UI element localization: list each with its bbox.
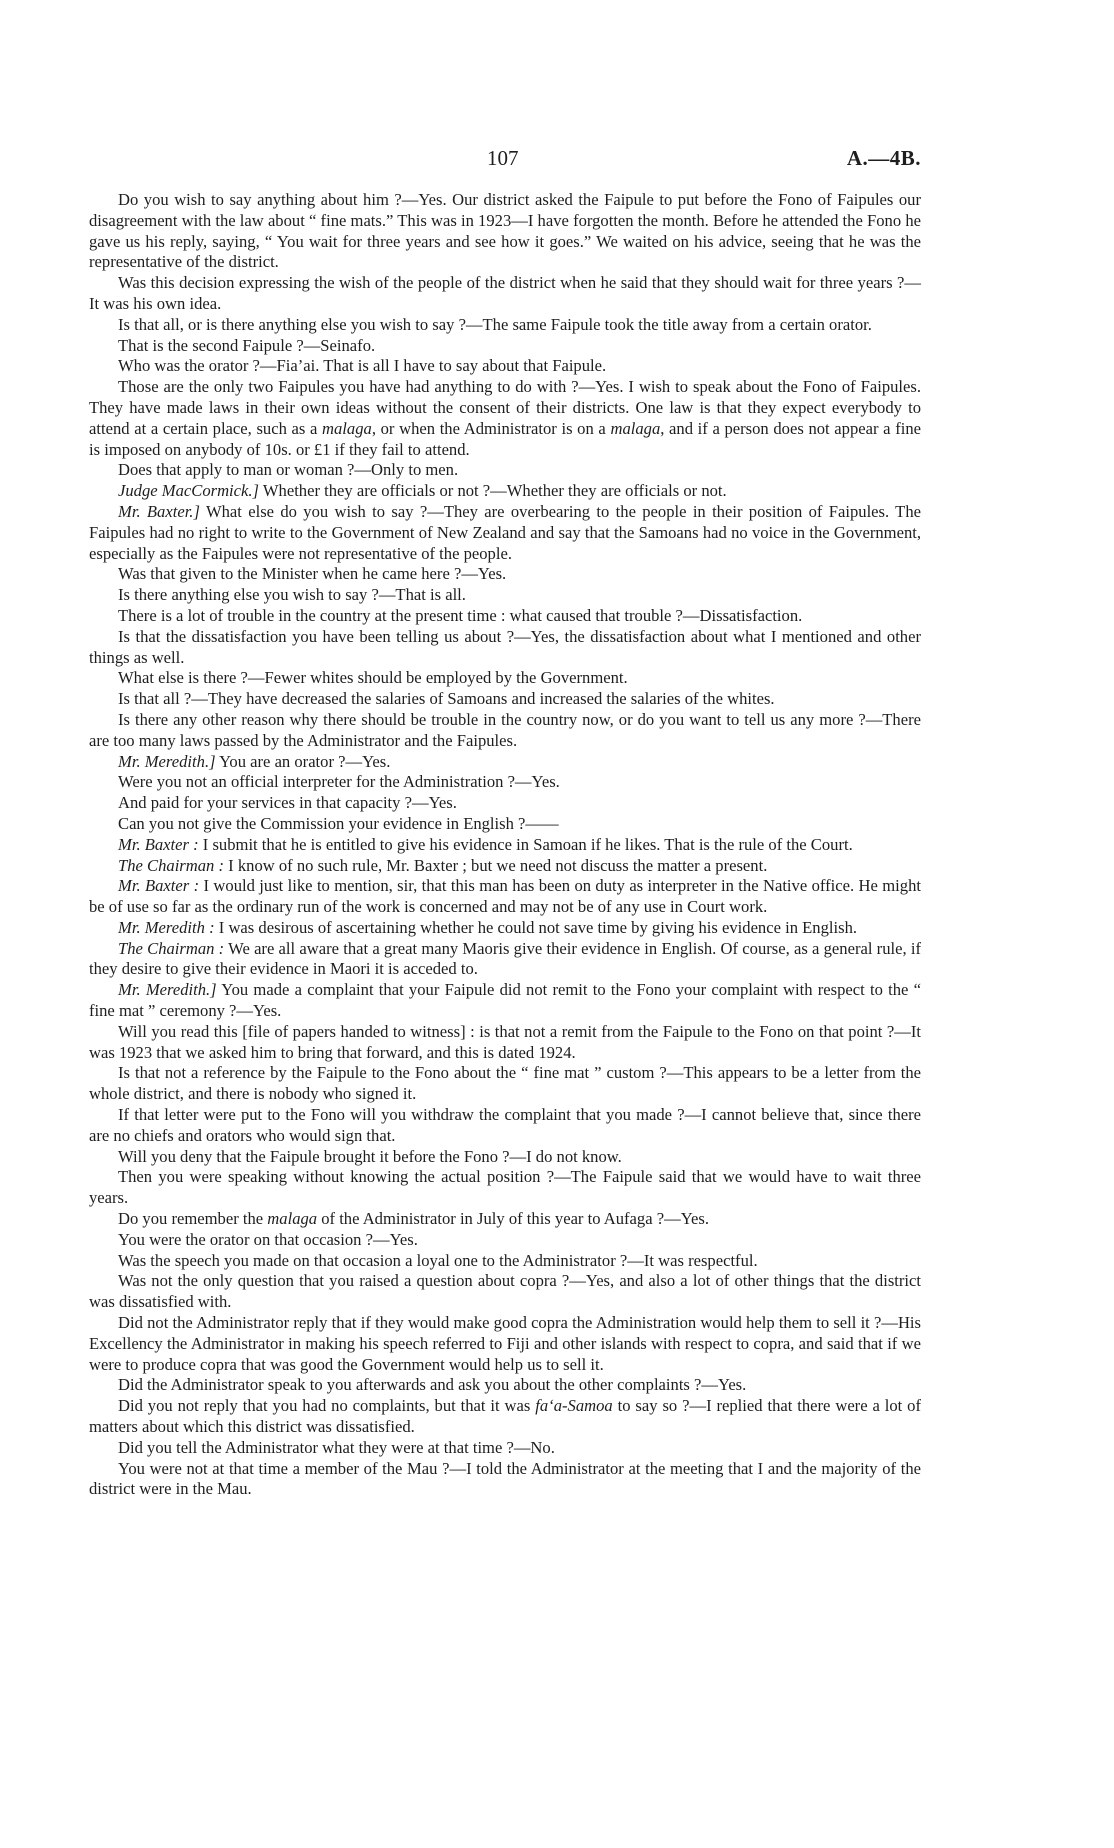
testimony-paragraph (89, 190, 921, 273)
paragraph-text: Did the Administrator speak to you afterwards and ask you about the other complaints ?—Yes. (118, 1375, 747, 1395)
paragraph-text: Was not the only question that you raised a question about copra ?—Yes, and also a lot of other things that the district was dissatisfied with. (89, 1271, 921, 1312)
speaker-label: Mr. Baxter : (118, 876, 200, 896)
italic-term: malaga (322, 418, 372, 438)
paragraph-text: Did you tell the Administrator what they were at that time ?—No. (118, 1437, 555, 1457)
testimony-paragraph (89, 689, 921, 710)
speaker-label: Mr. Meredith.] (118, 980, 217, 1000)
paragraph-text: Is there any other reason why there should be trouble in the country now, or do you want to tell us any more ?—There are too many laws passed by the Administrator and the Faipules. (89, 709, 921, 750)
testimony-paragraph (89, 1438, 921, 1459)
testimony-paragraph (89, 876, 921, 918)
testimony-paragraph (89, 772, 921, 793)
paragraph-text: Whether they are officials or not ?—Whether they are officials or not. (259, 481, 727, 501)
paragraph-text: Is that the dissatisfaction you have been telling us about ?—Yes, the dissatisfaction about what I mentioned and other things as well. (89, 626, 921, 667)
speaker-label: Mr. Baxter.] (118, 501, 200, 521)
speaker-label: Mr. Baxter : (118, 834, 199, 854)
paragraph-text: Did not the Administrator reply that if they would make good copra the Administration would help them to sell it ?—His Excellency the Administrator in making his speech referred to Fiji and other islands with respect to copra, and said that if we were to produce copra that was good the Government would help us to sell it. (89, 1313, 921, 1374)
testimony-paragraph (89, 460, 921, 481)
paragraph-text: Do you remember the (118, 1209, 268, 1229)
paragraph-text: Is that not a reference by the Faipule to the Fono about the “ fine mat ” custom ?—This appears to be a letter from the whole district, and there is nobody who signed it. (89, 1063, 921, 1104)
testimony-paragraph (89, 1063, 921, 1105)
italic-term: malaga (610, 418, 661, 438)
paragraph-text: We are all aware that a great many Maoris give their evidence in English. Of course, as a general rule, if they desire to give their evidence in Maori it is acceded to. (89, 938, 921, 979)
testimony-paragraph (89, 1271, 921, 1313)
paragraph-text: If that letter were put to the Fono will you withdraw the complaint that you made ?—I cannot believe that, since there are no chiefs and orators who would sign that. (89, 1105, 921, 1145)
paragraph-text: to say so ?—I replied that there were a lot of matters about which this district was dissatisfied. (89, 1396, 921, 1437)
testimony-paragraph (89, 1147, 921, 1168)
paragraph-text: Is there anything else you wish to say ?—That is all. (118, 585, 466, 605)
paragraph-text: Who was the orator ?—Fia’ai. That is all I have to say about that Faipule. (118, 356, 607, 376)
paragraph-text: Can you not give the Commission your evidence in English ?—— (118, 813, 559, 833)
testimony-paragraph (89, 939, 921, 981)
speaker-label: The Chairman : (118, 938, 225, 958)
paragraph-text: Was the speech you made on that occasion a loyal one to the Administrator ?—It was respectful. (118, 1250, 758, 1270)
testimony-paragraph (89, 1167, 921, 1209)
page-number: 107 (487, 146, 519, 170)
paragraph-text: Was that given to the Minister when he came here ?—Yes. (118, 564, 507, 584)
paragraph-text: You were not at that time a member of the Mau ?—I told the Administrator at the meeting that I and the majority of the district were in the Mau. (89, 1458, 921, 1499)
paragraph-text: You made a complaint that your Faipule did not remit to the Fono your complaint with respect to the “ fine mat ” ceremony ?—Yes. (89, 980, 922, 1021)
italic-term: malaga (267, 1209, 318, 1229)
testimony-paragraph (89, 752, 921, 773)
paragraph-text: I would just like to mention, sir, that this man has been on duty as interpreter in the Native office. He might be of use so far as the ordinary run of the work is concerned and may not be of any use in Court work. (89, 876, 921, 917)
speaker-label: Mr. Meredith.] (118, 751, 216, 771)
paragraph-text: Is that all, or is there anything else you wish to say ?—The same Faipule took the title away from a certain orator. (118, 314, 872, 334)
testimony-paragraph (89, 1459, 921, 1501)
paragraph-text: I know of no such rule, Mr. Baxter ; but we need not discuss the matter a present. (224, 855, 768, 875)
paragraph-text: , and if a person does not appear a fine is imposed on anybody of 10s. or £1 if they fail to attend. (89, 418, 921, 459)
paragraph-text: Then you were speaking without knowing the actual position ?—The Faipule said that we would have to wait three years. (89, 1167, 921, 1208)
testimony-paragraph (89, 627, 921, 669)
document-reference: A.—4B. (846, 146, 921, 170)
testimony-paragraph (89, 315, 921, 336)
testimony-paragraph (89, 273, 921, 315)
paragraph-text: What else do you wish to say ?—They are overbearing to the people in their position of Faipules. The Faipules had no right to write to the Government of New Zealand and say that the Samoans had no voice in the Government, especially as the Faipules were not representative of the people. (89, 501, 921, 563)
paragraph-text: Were you not an official interpreter for the Administration ?—Yes. (118, 772, 560, 792)
testimony-paragraph (89, 793, 921, 814)
testimony-paragraph (89, 502, 921, 564)
paragraph-text: Those are the only two Faipules you have had anything to do with ?—Yes. I wish to speak about the Fono of Faipules. They have made laws in their own ideas without the consent of their districts. One law is that they expect everybody to attend at a certain place, such as a (89, 377, 921, 438)
paragraph-text: Did you not reply that you had no complaints, but that it was (118, 1396, 536, 1416)
paragraph-text: I was desirous of ascertaining whether he could not save time by giving his evidence in English. (214, 917, 858, 937)
testimony-paragraph (89, 980, 921, 1022)
speaker-label: The Chairman : (118, 855, 225, 875)
paragraph-text: Is that all ?—They have decreased the salaries of Samoans and increased the salaries of the whites. (118, 689, 775, 709)
paragraph-text: Will you read this [file of papers handed to witness] : is that not a remit from the Faipule to the Fono on that point ?—It was 1923 that we asked him to bring that forward, and this is dated 1924. (89, 1021, 921, 1062)
paragraph-text: Does that apply to man or woman ?—Only to men. (118, 460, 459, 480)
paragraph-text: And paid for your services in that capacity ?—Yes. (118, 793, 457, 813)
paragraph-text: What else is there ?—Fewer whites should be employed by the Government. (118, 668, 628, 688)
testimony-paragraph (89, 814, 921, 835)
testimony-paragraph (89, 1209, 921, 1230)
paragraph-text: You are an orator ?—Yes. (215, 751, 391, 771)
paragraph-text: , or when the Administrator is on a (371, 418, 611, 438)
testimony-paragraph (89, 1105, 921, 1147)
testimony-paragraph (89, 356, 921, 377)
testimony-paragraph (89, 606, 921, 627)
page-header (0, 146, 1114, 176)
paragraph-text: There is a lot of trouble in the country at the present time : what caused that trouble ?—Dissatisfaction. (118, 605, 803, 625)
paragraph-text: I submit that he is entitled to give his evidence in Samoan if he likes. That is the rule of the Court. (198, 834, 853, 854)
testimony-paragraph (89, 1230, 921, 1251)
testimony-paragraph (89, 668, 921, 689)
speaker-label: Mr. Meredith : (118, 917, 215, 937)
testimony-paragraph (89, 564, 921, 585)
paragraph-text: Do you wish to say anything about him ?—Yes. Our district asked the Faipule to put before the Fono of Faipules our disagreement with the law about “ fine mats.” This was in 1923—I have forgotten the month. Before he attended the Fono he gave us his reply, saying, “ You wait for three years and see how it goes.” We waited on his advice, seeing that he was the representative of the district. (89, 190, 921, 272)
paragraph-text: That is the second Faipule ?—Seinafo. (118, 335, 376, 355)
speaker-label: Judge MacCormick.] (118, 481, 260, 501)
testimony-paragraph (89, 1022, 921, 1064)
document-body (89, 190, 921, 1500)
testimony-paragraph (89, 710, 921, 752)
testimony-paragraph (89, 481, 921, 502)
paragraph-text: You were the orator on that occasion ?—Yes. (118, 1229, 418, 1249)
testimony-paragraph (89, 856, 921, 877)
testimony-paragraph (89, 1396, 921, 1438)
testimony-paragraph (89, 1313, 921, 1375)
testimony-paragraph (89, 1375, 921, 1396)
paragraph-text: Was this decision expressing the wish of the people of the district when he said that they should wait for three years ?—It was his own idea. (89, 273, 921, 313)
testimony-paragraph (89, 377, 921, 460)
testimony-paragraph (89, 336, 921, 357)
testimony-paragraph (89, 585, 921, 606)
testimony-paragraph (89, 1251, 921, 1272)
paragraph-text: of the Administrator in July of this year to Aufaga ?—Yes. (317, 1209, 709, 1229)
paragraph-text: Will you deny that the Faipule brought it before the Fono ?—I do not know. (118, 1146, 622, 1166)
testimony-paragraph (89, 918, 921, 939)
testimony-paragraph (89, 835, 921, 856)
italic-term: fa‘a-Samoa (535, 1396, 613, 1416)
